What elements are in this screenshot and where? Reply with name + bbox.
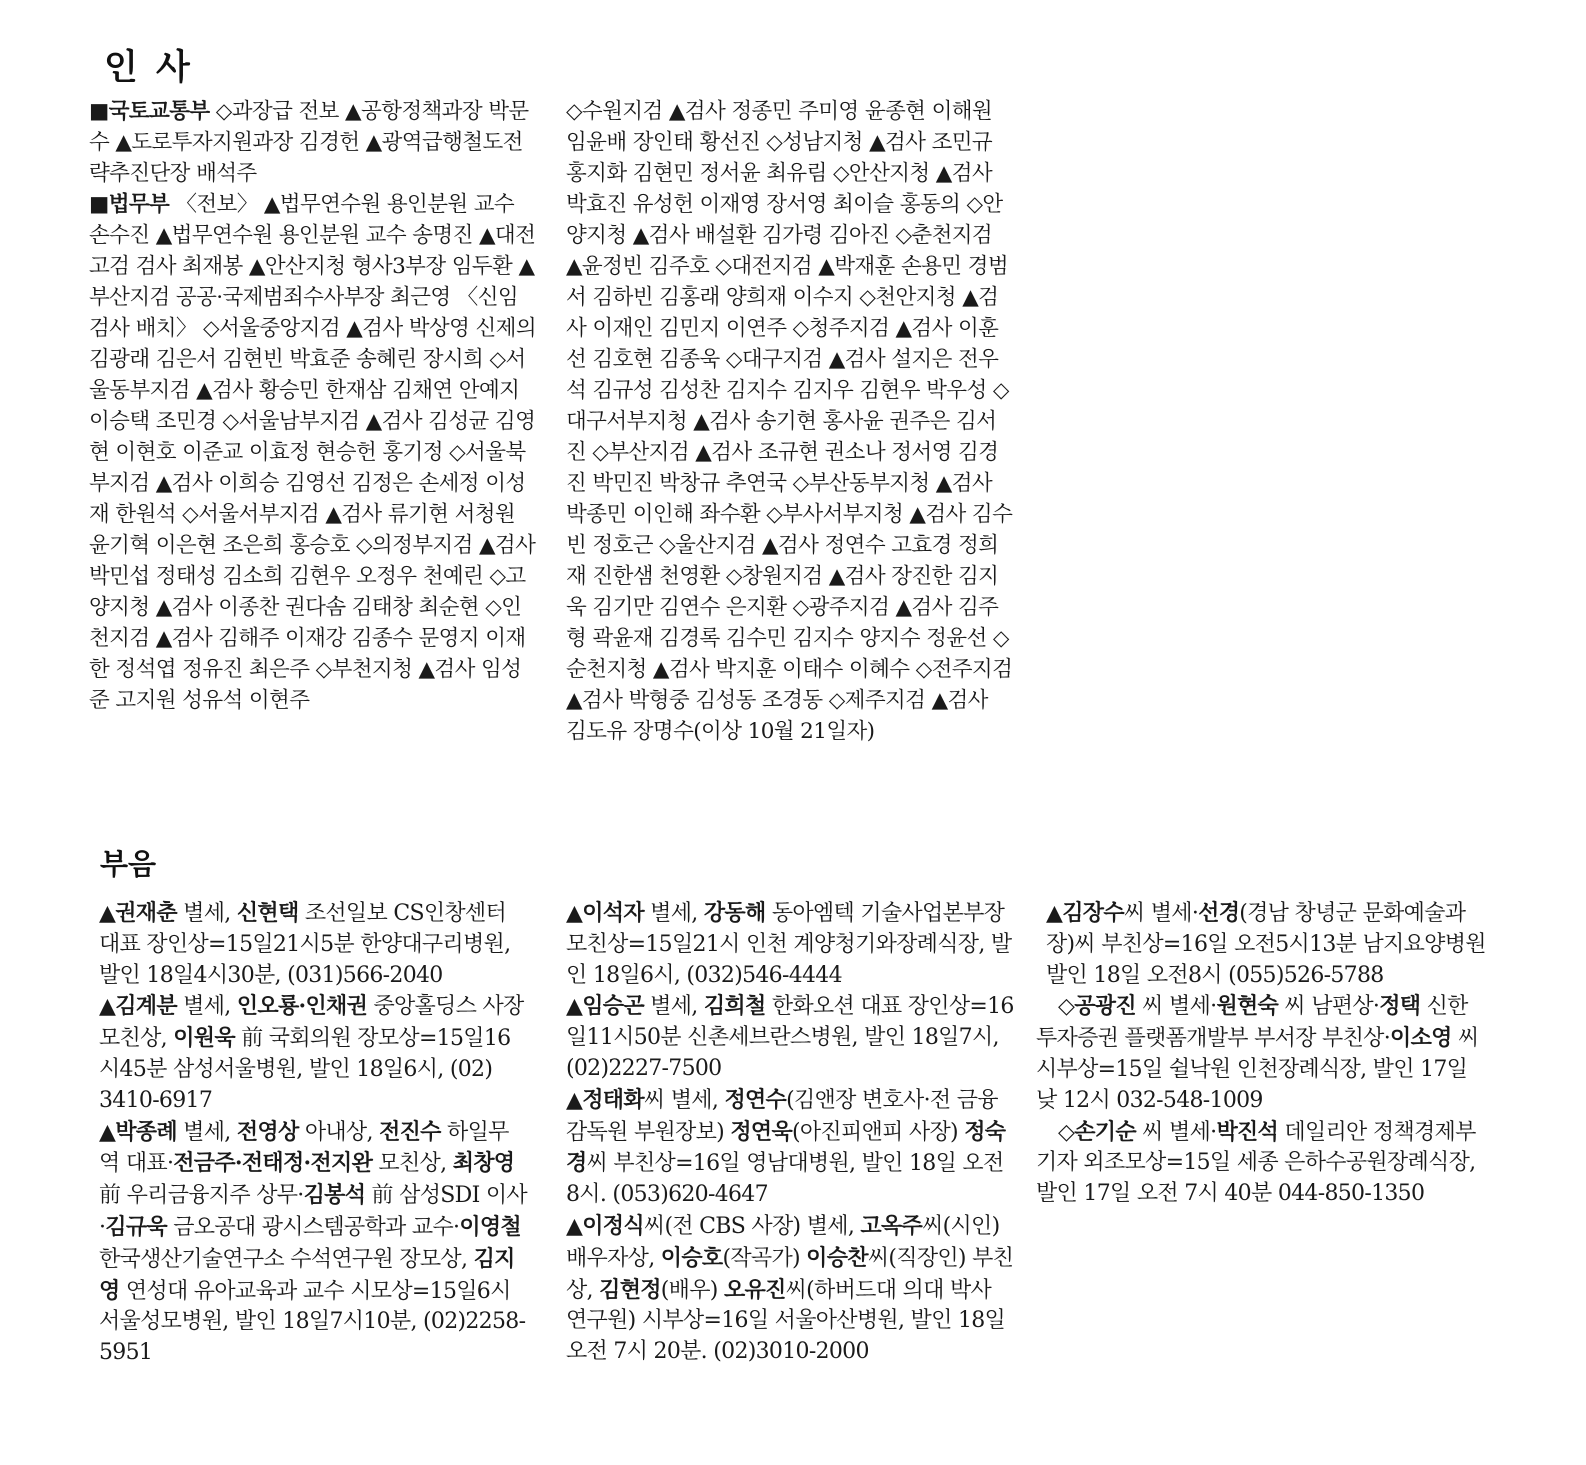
obituary-text: 별세, <box>176 901 237 926</box>
obituary-text: 씨(직장인) 부친상, <box>566 1245 1014 1303</box>
person-name: 강동해 <box>703 900 766 926</box>
obituary-entry <box>1036 1117 1488 1210</box>
person-name: 이승찬 <box>806 1244 868 1271</box>
obituary-text: (아진피앤피 사장) <box>792 1119 965 1145</box>
obituary-entry <box>566 898 1016 991</box>
obituary-text: 신한투자증권 플랫폼개발부 부서장 부친상· <box>1036 994 1468 1052</box>
obituary-text: 한국생산기술연구소 수석연구원 장모상, <box>99 1246 474 1272</box>
obituary-text: 동아엠텍 기술사업본부장 모친상=15일21시 인천 계양청기와장례식장, 발인 18일6시, (032)546-4444 <box>566 901 1012 988</box>
obituary-text: 씨 별세, <box>643 1087 725 1113</box>
obituary-entry <box>566 1211 1016 1368</box>
insa-section-title: 인 사 <box>104 48 193 88</box>
obituary-text: 씨 남편상· <box>1278 994 1380 1020</box>
personnel-list: 〈전보〉 ▲법무연수원 용인분원 교수 손수진 ▲법무연수원 용인분원 교수 송명진 ▲대전고검 검사 최재봉 ▲안산지청 형사3부장 임두환 ▲부산지검 공공·국제범죄수사부장 최근영 〈신임 검사 배치〉 ◇서울중앙지검 ▲검사 박상영 신제의 김광래 김은서 김현빈 박효준 송혜린 장시희 ◇서울동부지검 ▲검사 황승민 한재삼 김채연 안예지 이승택 조민경 ◇서울남부지검 ▲검사 김성균 김영현 이현호 이준교 이효정 현승헌 홍기정 ◇서울북부지검 ▲검사 이희승 김영선 김정은 손세정 이성재 한원석 ◇서울서부지검 ▲검사 류기현 서청원 윤기혁 이은현 조은희 홍승호 ◇의정부지검 ▲검사 박민섭 정태성 김소희 김현우 오정우 천예린 ◇고양지청 ▲검사 이종찬 권다솜 김태창 최순현 ◇인천지검 ▲검사 김해주 이재강 김종수 문영지 이재한 정석엽 정유진 최은주 ◇부천지청 ▲검사 임성준 고지원 성유석 이현주 <box>89 192 536 713</box>
obituary-text: 조선일보 CS인창센터 대표 장인상=15일21시5분 한양대구리병원, 발인 18일4시30분, (031)566-2040 <box>99 901 511 988</box>
person-name: 정택 <box>1379 993 1421 1020</box>
obituary-text: 씨 부친상=16일 영남대병원, 발인 18일 오전 8시. (053)620-4647 <box>566 1151 1004 1208</box>
obituary-text: 별세, <box>643 994 704 1020</box>
obituary-text: 모친상, <box>372 1151 453 1177</box>
obituary-text: 씨(시인) 배우자상, <box>566 1213 1000 1271</box>
bueum-column-1 <box>99 898 529 1369</box>
ministry-name: ■법무부 <box>89 192 170 217</box>
person-name: ◇공광진 <box>1058 993 1136 1020</box>
obituary-text: 아내상, <box>298 1119 380 1145</box>
obituary-text: 씨(전 CBS 사장) 별세, <box>643 1213 861 1239</box>
obituary-text: 前 우리금융지주 상무· <box>99 1183 304 1209</box>
person-name: 신현택 <box>236 900 299 926</box>
bueum-section-title: 부음 <box>100 847 157 881</box>
person-name: 인오룡·인채권 <box>236 993 368 1020</box>
person-name: 전진수 <box>379 1118 441 1145</box>
person-name: 김봉석 <box>303 1182 366 1209</box>
person-name: 선경 <box>1198 900 1240 926</box>
obituary-text: (작곡가) <box>722 1245 807 1271</box>
bueum-column-2 <box>566 898 1016 1368</box>
obituary-text: (김앤장 변호사·전 금융감독원 부원장보) <box>566 1087 998 1145</box>
person-name: 고옥주 <box>860 1212 923 1239</box>
person-name: 오유진 <box>723 1276 786 1303</box>
person-name: 김희철 <box>703 993 766 1020</box>
obituary-text: 데일리안 정책경제부 기자 외조모상=15일 세종 은하수공원장례식장, 발인 17일 오전 7시 40분 044-850-1350 <box>1036 1119 1476 1207</box>
obituary-entry <box>99 898 529 991</box>
person-name: ▲이석자 <box>566 900 644 926</box>
obituary-text: 연성대 유아교육과 교수 시모상=15일6시 서울성모병원, 발인 18일7시10분, (02)2258-5951 <box>99 1278 526 1366</box>
ministry-name: ■국토교통부 <box>89 99 210 124</box>
obituary-text: 중앙홀딩스 사장 모친상, <box>99 994 524 1052</box>
insa-entry-moj-continued: ◇수원지검 ▲검사 정종민 주미영 윤종현 이해원 임윤배 장인태 황선진 ◇성남지청 ▲검사 조민규 홍지화 김현민 정서윤 최유림 ◇안산지청 ▲검사 박효진 유성헌 이재영 장서영 최이슬 홍동의 ◇안양지청 ▲검사 배설환 김가령 김아진 ◇춘천지검 ▲윤정빈 김주호 ◇대전지검 ▲박재훈 손용민 경범서 김하빈 김홍래 양희재 이수지 ◇천안지청 ▲검사 이재인 김민지 이연주 ◇청주지검 ▲검사 이훈선 김호현 김종욱 ◇대구지검 ▲검사 설지은 전우석 김규성 김성찬 김지수 김지우 김현우 박우성 ◇대구서부지청 ▲검사 송기현 홍사윤 권주은 김서진 ◇부산지검 ▲검사 조규현 권소나 정서영 김경진 박민진 박창규 추연국 ◇부산동부지청 ▲검사 박종민 이인해 좌수환 ◇부사서부지청 ▲검사 김수빈 정호근 ◇울산지검 ▲검사 정연수 고효경 정희재 진한샘 천영환 ◇창원지검 ▲검사 장진한 김지욱 김기만 김연수 은지환 ◇광주지검 ▲검사 김주형 곽윤재 김경록 김수민 김지수 양지수 정윤선 ◇순천지청 ▲검사 박지훈 이태수 이혜수 ◇전주지검 ▲검사 박형중 김성동 조경동 ◇제주지검 ▲검사 김도유 장명수(이상 10월 21일자) <box>566 99 1013 744</box>
obituary-text: 前 국회의원 장모상=15일16시45분 삼성서울병원, 발인 18일6시, (02) 3410-6917 <box>99 1026 511 1113</box>
person-name: 원현숙 <box>1216 993 1279 1020</box>
obituary-text: 별세, <box>176 1119 237 1145</box>
obituary-text: 씨(하버드대 의대 박사 연구원) 시부상=16일 서울아산병원, 발인 18일 오전 7시 20분. (02)3010-2000 <box>566 1277 1006 1365</box>
obituary-text: 씨 시부상=15일 쉴낙원 인천장례식장, 발인 17일 낮 12시 032-548-1009 <box>1036 1026 1479 1113</box>
obituary-text: 별세, <box>643 901 704 926</box>
person-name: 이소영 <box>1390 1025 1452 1052</box>
insa-entry-molit <box>89 96 539 189</box>
obituary-text: (경남 창녕군 문화예술과장)씨 부친상=16일 오전5시13분 남지요양병원 발인 18일 오전8시 (055)526-5788 <box>1046 901 1486 988</box>
person-name: ▲정태화 <box>566 1086 644 1113</box>
person-name: 전금주·전태정·전지완 <box>173 1150 373 1177</box>
obituary-entry <box>1036 991 1488 1116</box>
obituary-text: 씨 별세· <box>1135 994 1217 1020</box>
person-name: 김현정 <box>599 1276 661 1303</box>
person-name: ▲임승곤 <box>566 993 644 1020</box>
person-name: 정숙경 <box>566 1118 1006 1177</box>
person-name: 박진석 <box>1216 1118 1279 1145</box>
person-name: ▲권재춘 <box>99 900 177 926</box>
person-name: ▲김계분 <box>99 993 177 1020</box>
obituary-text: 前 삼성SDI 이사· <box>99 1183 527 1240</box>
obituary-text: 하일무역 대표· <box>99 1119 509 1177</box>
obituary-text: 씨 별세· <box>1123 901 1199 926</box>
obituary-text: 금오공대 광시스템공학과 교수· <box>166 1214 460 1240</box>
person-name: 이승호 <box>660 1244 723 1271</box>
obituary-text: 별세, <box>176 994 237 1020</box>
obituary-text: (배우) <box>660 1277 724 1303</box>
person-name: 이원욱 <box>173 1025 235 1052</box>
obituary-entry <box>1036 898 1488 991</box>
person-name: 전영상 <box>236 1118 299 1145</box>
obituary-entry <box>99 1117 529 1369</box>
bueum-column-3 <box>1036 898 1488 1210</box>
person-name: 최창영 <box>452 1150 515 1177</box>
obituary-entry <box>566 991 1016 1084</box>
insa-column-2 <box>566 96 1014 747</box>
insa-entry-moj <box>89 189 539 716</box>
person-name: ▲박종례 <box>99 1118 177 1145</box>
person-name: ◇손기순 <box>1058 1118 1136 1145</box>
insa-column-1 <box>89 96 539 716</box>
person-name: 이영철 <box>459 1213 521 1240</box>
person-name: 김규욱 <box>105 1213 167 1240</box>
obituary-text: 씨 별세· <box>1135 1119 1217 1145</box>
obituary-entry <box>99 991 529 1116</box>
obituary-entry <box>566 1085 1016 1211</box>
person-name: ▲김장수 <box>1046 900 1124 926</box>
person-name: 정연수 <box>724 1086 787 1113</box>
obituary-text: 한화오션 대표 장인상=16일11시50분 신촌세브란스병원, 발인 18일7시, (02)2227-7500 <box>566 994 1014 1081</box>
person-name: 정연욱 <box>730 1118 792 1145</box>
personnel-list: ◇과장급 전보 ▲공항정책과장 박문수 ▲도로투자지원과장 김경헌 ▲광역급행철도전략추진단장 배석주 <box>89 99 529 186</box>
person-name: 김지영 <box>99 1245 515 1304</box>
person-name: ▲이정식 <box>566 1212 644 1239</box>
